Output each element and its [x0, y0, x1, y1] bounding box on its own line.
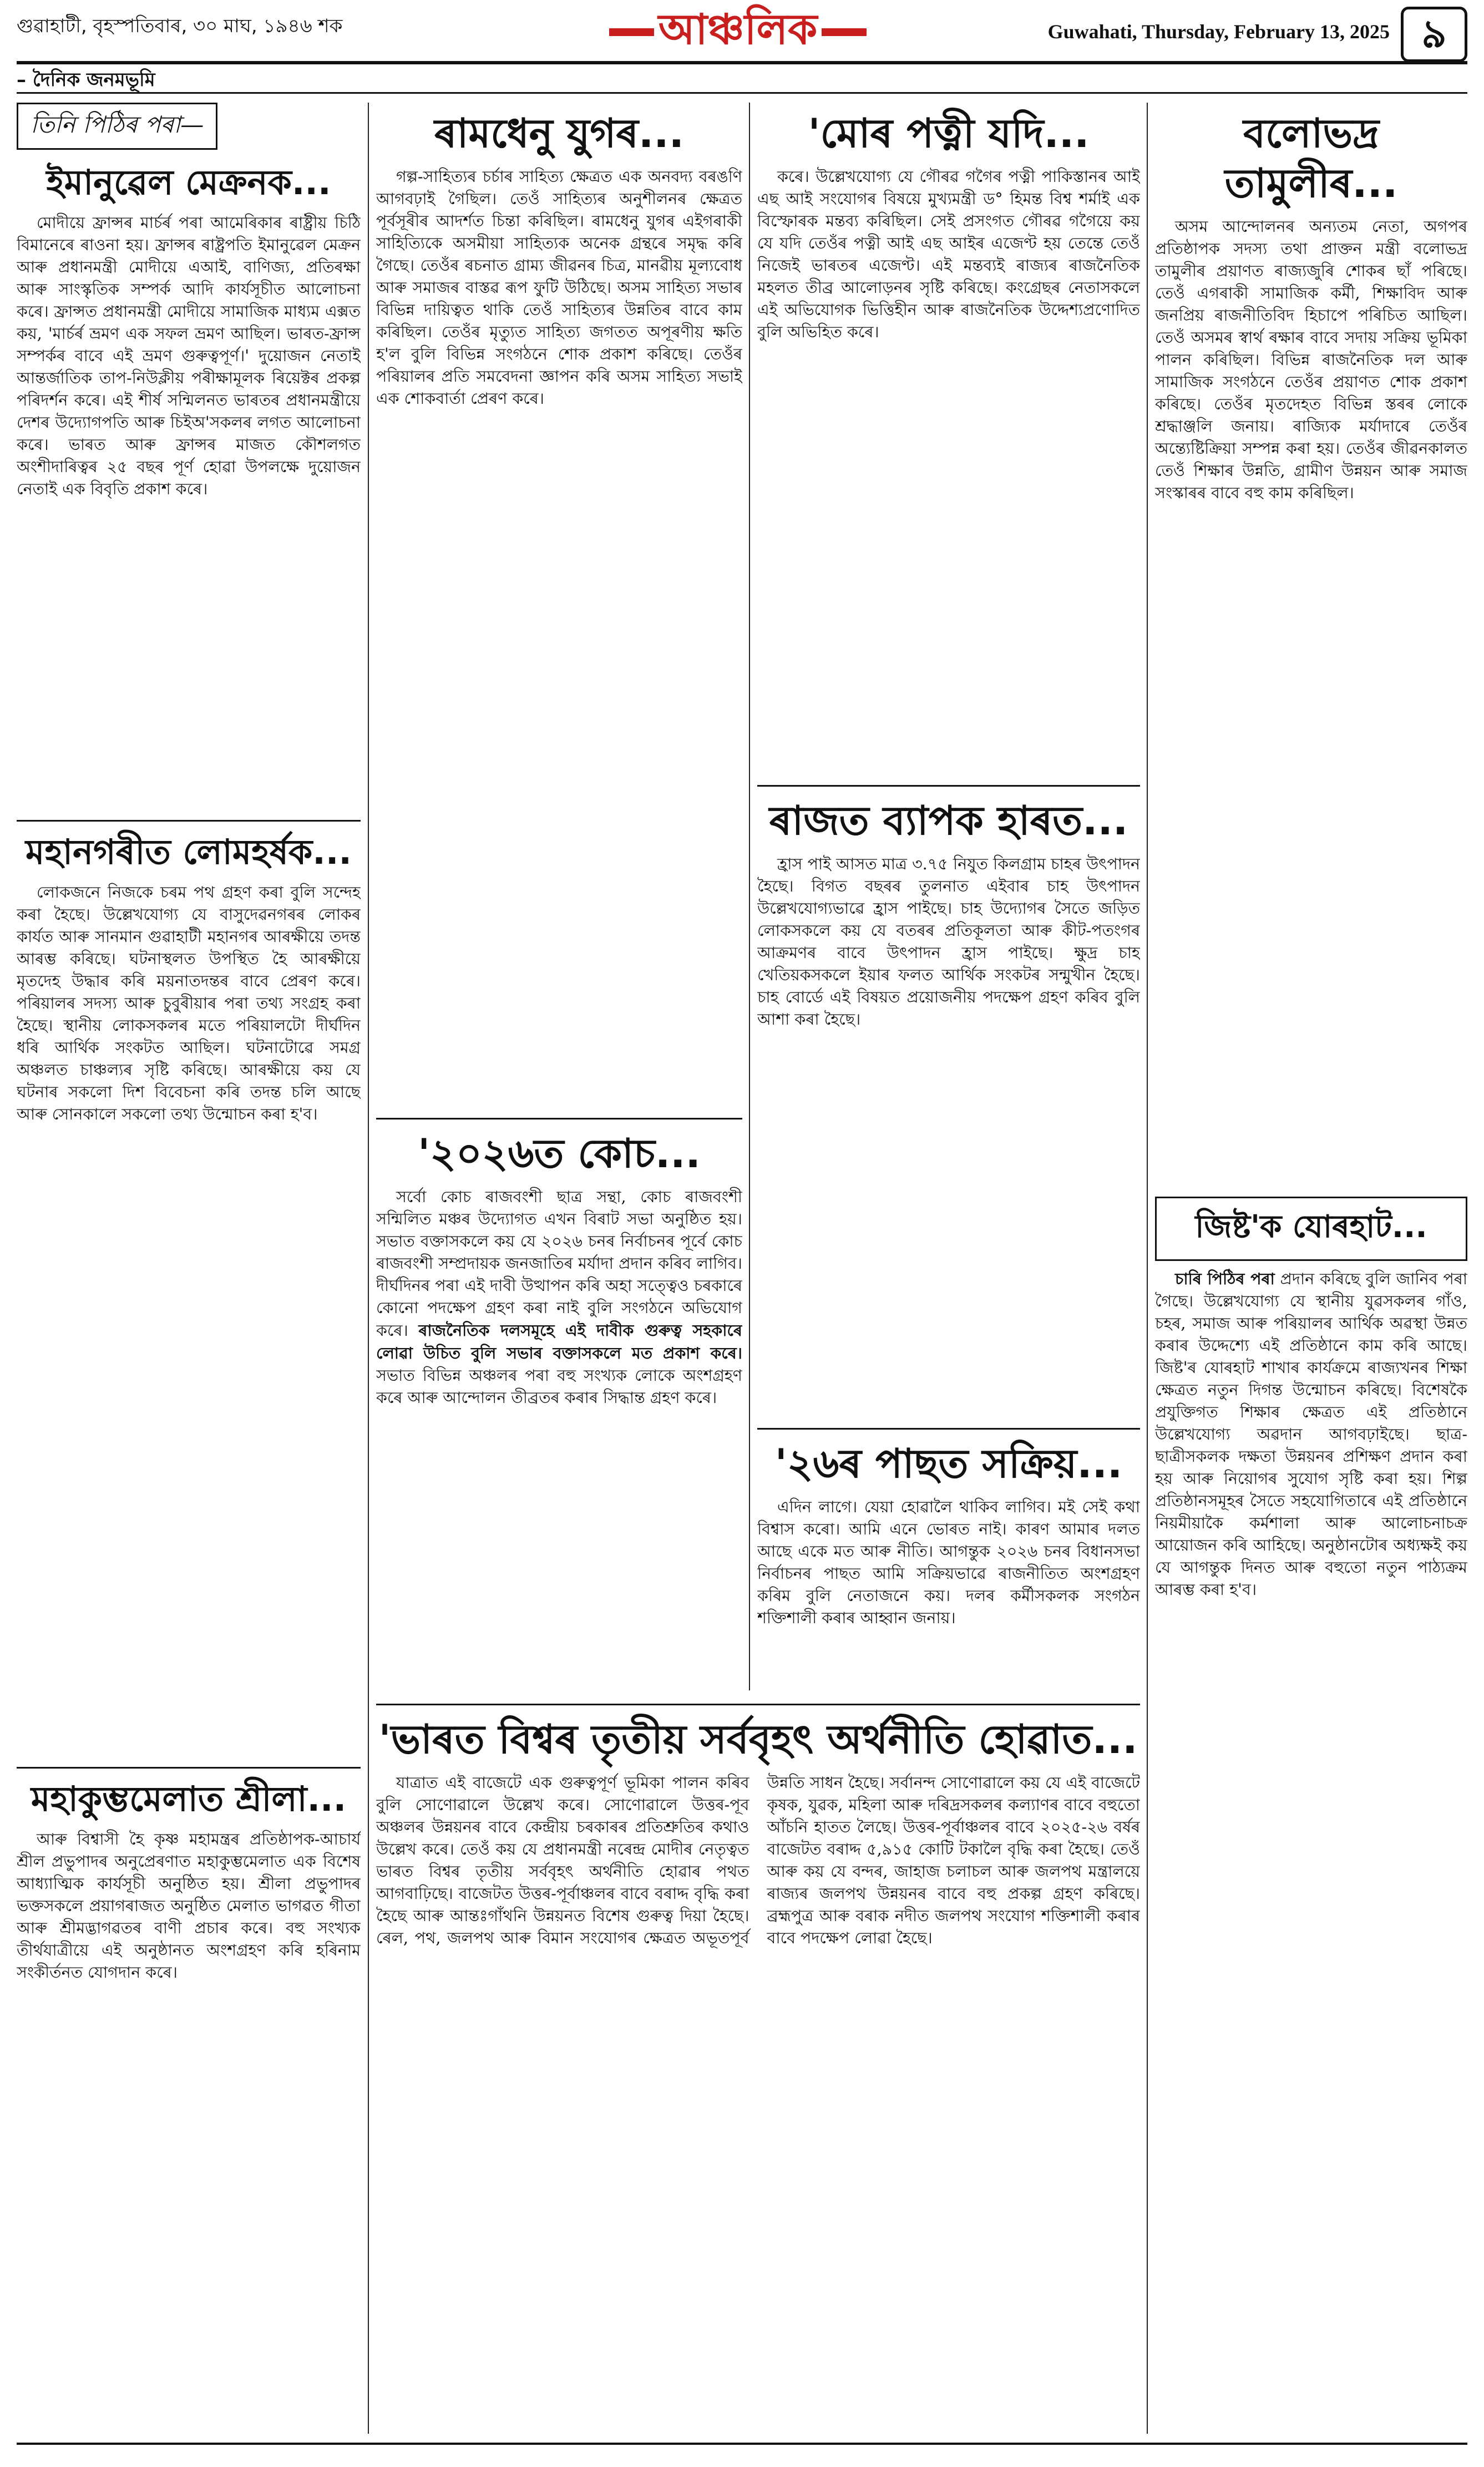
date-english: Guwahati, Thursday, February 13, 2025: [1047, 21, 1390, 43]
footer-rule: [17, 2443, 1467, 2445]
divider: [757, 1428, 1140, 1430]
column-rule: [1147, 103, 1148, 2434]
article-patni-text: কৰে। উল্লেখযোগ্য যে গৌৰৱ গগৈৰ পত্নী পাকিস্তানৰ আই এছ আই সংযোগৰ বিষয়ে মুখ্যমন্ত্ৰী ড° হিমন্ত বিশ্ব শৰ্মাই এক বিস্ফোৰক মন্তব্য কৰিছিল। সেই প্ৰসংগত গৌৰৱ গগৈয়ে কয় যে যদি তেওঁৰ পত্নী আই এছ আইৰ এজেণ্ট হয় তেন্তে তেওঁ নিজেই ভাৰতৰ এজেণ্ট। এই মন্তব্যই ৰাজ্যৰ ৰাজনৈতিক মহলত তীব্ৰ আলোড়নৰ সৃষ্টি কৰিছে। কংগ্ৰেছৰ নেতাসকলে এই অভিযোগক ভিত্তিহীন আৰু ৰাজনৈতিক উদ্দেশ্যপ্ৰণোদিত বুলি অভিহিত কৰে।: [757, 168, 1140, 341]
headline-tea: ৰাজত ব্যাপক হাৰত...: [769, 797, 1128, 844]
divider: [757, 785, 1140, 787]
article-jist-lead: চাৰি পিঠিৰ পৰা: [1175, 1269, 1275, 1288]
logo-right-ornament: [822, 28, 867, 36]
article-ramdhenu-text: গল্প-সাহিত্যৰ চৰ্চাৰ সাহিত্য ক্ষেত্ৰত এক অনবদ্য বৰঙণি আগবঢ়াই গৈছিল। তেওঁ সাহিত্যৰ অনুশীলনৰ ক্ষেত্ৰত পূৰ্বসূৰীৰ আদৰ্শত চিন্তা কৰিছিল। ৰামধেনু যুগৰ এইগৰাকী সাহিত্যিকে অসমীয়া সাহিত্যক অনেক গ্ৰন্থৰে সমৃদ্ধ কৰি গৈছে। তেওঁৰ ৰচনাত গ্ৰাম্য জীৱনৰ চিত্ৰ, মানৱীয় মূল্যবোধ আৰু সমাজৰ বাস্তৱ ৰূপ ফুটি উঠিছে। অসম সাহিত্য সভাৰ বিভিন্ন দায়িত্বত থাকি তেওঁ সাহিত্যৰ উন্নতিৰ বাবে কাম কৰিছিল। তেওঁৰ মৃত্যুত সাহিত্য জগতত অপূৰণীয় ক্ষতি হ'ল বুলি বিভিন্ন সংগঠনে শোক প্ৰকাশ কৰিছে। তেওঁৰ পৰিয়ালৰ প্ৰতি সমবেদনা জ্ঞাপন কৰি অসম সাহিত্য সভাই এক শোকবাৰ্তা প্ৰেৰণ কৰে।: [376, 168, 742, 408]
article-kumbh: [17, 1828, 361, 2434]
headline-kumbh: মহাকুম্ভমেলাত শ্ৰীলা...: [31, 1779, 347, 1819]
headline-patni: 'মোৰ পত্নী যদি...: [808, 110, 1090, 156]
article-macron-text: মোদীয়ে ফ্ৰান্সৰ মাৰ্চৰ্ৰ পৰা আমেৰিকাৰ ৰাষ্ট্ৰীয় চিঠি বিমানেৰে ৰাওনা হয়। ফ্ৰান্সৰ ৰাষ্ট্ৰপতি ইমানুৱেল মেক্ৰন আৰু প্ৰধানমন্ত্ৰী মোদীয়ে এআই, বাণিজ্য, প্ৰতিৰক্ষা আৰু সাংস্কৃতিক সম্পৰ্ক আদি কাৰ্যসূচীত আলোচনা কৰে। ফ্ৰান্সত প্ৰধানমন্ত্ৰী মোদীয়ে সামাজিক মাধ্যম এক্সত কয়, 'মাৰ্চৰ্ৰ ভ্ৰমণ এক সফল ভ্ৰমণ আছিল। ভাৰত-ফ্ৰান্স সম্পৰ্কৰ বাবে এই ভ্ৰমণ গুৰুত্বপূৰ্ণ।' দুয়োজন নেতাই আন্তৰ্জাতিক তাপ-নিউক্লীয় পৰীক্ষামূলক ৰিয়েক্টৰ প্ৰকল্প পৰিদৰ্শন কৰে। এই শীৰ্ষ সন্মিলনত ভাৰতৰ প্ৰধানমন্ত্ৰীয়ে দেশৰ উদ্যোগপতি আৰু চিইঅ'সকলৰ লগত আলোচনা কৰে। ভাৰত আৰু ফ্ৰান্সৰ মাজত কৌশলগত অংশীদাৰিত্বৰ ২৫ বছৰ পূৰ্ণ হোৱা উপলক্ষে দুয়োজন নেতাই এক বিবৃতি প্ৰকাশ কৰে।: [17, 214, 361, 498]
column-3: [757, 103, 1140, 1690]
column-rule: [749, 103, 750, 1690]
headline-guwahati: মহানগৰীত লোমহৰ্ষক...: [26, 832, 352, 872]
article-tea-text: হ্ৰাস পাই আসত মাত্ৰ ৩.৭৫ নিযুত কিলগ্ৰাম চাহৰ উৎপাদন হৈছে। বিগত বছৰৰ তুলনাত এইবাৰ চাহ উৎপাদন উল্লেখযোগ্যভাৱে হ্ৰাস পাইছে। চাহ উদ্যোগৰ সৈতে জড়িত লোকসকলে কয় যে বতৰৰ প্ৰতিকূলতা আৰু কীট-পতংগৰ আক্ৰমণৰ বাবে উৎপাদন হ্ৰাস পাইছে। ক্ষুদ্ৰ চাহ খেতিয়কসকলে ইয়াৰ ফলত আৰ্থিক সংকটৰ সন্মুখীন হৈছে। চাহ বোৰ্ডে এই বিষয়ত প্ৰয়োজনীয় পদক্ষেপ গ্ৰহণ কৰিব বুলি আশা কৰা হৈছে।: [757, 855, 1140, 1029]
article-koch-text-1: সৰ্বো কোচ ৰাজবংশী ছাত্ৰ সন্থা, কোচ ৰাজবংশী সন্মিলিত মঞ্চৰ উদ্যোগত এখন বিৰাট সভা অনুষ্ঠিত হয়। সভাত বক্তাসকলে কয় যে ২০২৬ চনৰ নিৰ্বাচনৰ পূৰ্বে কোচ ৰাজবংশী সম্প্ৰদায়ক জনজাতিৰ মৰ্যাদা প্ৰদান কৰিব লাগিব। দীৰ্ঘদিনৰ পৰা এই দাবী উত্থাপন কৰি অহা সত্ত্বেও চৰকাৰে কোনো পদক্ষেপ গ্ৰহণ কৰা নাই বুলি সংগঠনে অভিযোগ কৰে।: [376, 1188, 742, 1340]
article-koch-bold: ৰাজনৈতিক দলসমূহে এই দাবীক গুৰুত্ব সহকাৰে লোৱা উচিত বুলি সভাৰ বক্তাসকলে মত প্ৰকাশ কৰে।: [376, 1321, 742, 1362]
article-koch: [376, 1186, 742, 1735]
paper-name: – দৈনিক জনমভূমি: [17, 69, 155, 91]
column-4: [1155, 103, 1467, 2434]
section-logo-text: আঞ্চলিক: [658, 4, 818, 54]
article-economy-text: যাত্ৰাত এই বাজেটে এক গুৰুত্বপূৰ্ণ ভূমিকা পালন কৰিব বুলি সোণোৱালে উল্লেখ কৰে। সোণোৱালে উত্তৰ-পূব অঞ্চলৰ উন্নয়নৰ বাবে কেন্দ্ৰীয় চৰকাৰৰ প্ৰতিশ্ৰুতিৰ কথাও উল্লেখ কৰে। তেওঁ কয় যে প্ৰধানমন্ত্ৰী নৰেন্দ্ৰ মোদীৰ নেতৃত্বত ভাৰত বিশ্বৰ তৃতীয় সৰ্ববৃহৎ অৰ্থনীতি হোৱাৰ পথত আগবাঢ়িছে। বাজেটত উত্তৰ-পূৰ্বাঞ্চলৰ বাবে বৰাদ্দ বৃদ্ধি কৰা হৈছে আৰু আন্তঃগাঁথনি উন্নয়নত বিশেষ গুৰুত্ব দিয়া হৈছে। ৰেল, পথ, জলপথ আৰু বিমান সংযোগৰ ক্ষেত্ৰত অভূতপূৰ্ব উন্নতি সাধন হৈছে। সৰ্বানন্দ সোণোৱালে কয় যে এই বাজেটে কৃষক, যুৱক, মহিলা আৰু দৰিদ্ৰসকলৰ কল্যাণৰ বাবে বহুতো আঁচনি হাতত লৈছে। উত্তৰ-পূৰ্বাঞ্চলৰ বাবে ২০২৫-২৬ বৰ্ষৰ বাজেটত বৰাদ্দ ৫,৯১৫ কোটি টকালৈ বৃদ্ধি কৰা হৈছে। তেওঁ আৰু কয় যে বন্দৰ, জাহাজ চলাচল আৰু জলপথ মন্ত্ৰালয়ে ৰাজ্যৰ জলপথ উন্নয়নৰ বাবে বহু প্ৰকল্প গ্ৰহণ কৰিছে। ব্ৰহ্মপুত্ৰ আৰু বৰাক নদীত জলপথ সংযোগ শক্তিশালী কৰাৰ বাবে পদক্ষেপ লোৱা হৈছে।: [376, 1774, 1140, 1947]
article-koch-text-2: সভাত বিভিন্ন অঞ্চলৰ পৰা বহু সংখ্যক লোকে অংশগ্ৰহণ কৰে আৰু আন্দোলন তীব্ৰতৰ কৰাৰ সিদ্ধান্ত গ্ৰহণ কৰে।: [376, 1366, 742, 1407]
article-tea: [757, 853, 1140, 1419]
article-guwahati-text: লোকজনে নিজকে চৰম পথ গ্ৰহণ কৰা বুলি সন্দেহ কৰা হৈছে। উল্লেখযোগ্য যে বাসুদেৱনগৰৰ লোকৰ কাৰ্যত আৰু সানমান গুৱাহাটী মহানগৰ আৰক্ষীয়ে তদন্ত আৰম্ভ কৰিছে। ঘটনাস্থলত উপস্থিত হৈ আৰক্ষীয়ে মৃতদেহ উদ্ধাৰ কৰি ময়নাতদন্তৰ বাবে প্ৰেৰণ কৰে। পৰিয়ালৰ সদস্য আৰু চুবুৰীয়াৰ পৰা তথ্য সংগ্ৰহ কৰা হৈছে। স্থানীয় লোকসকলৰ মতে পৰিয়ালটো দীৰ্ঘদিন ধৰি আৰ্থিক সংকটত আছিল। ঘটনাটোৱে সমগ্ৰ অঞ্চলত চাঞ্চল্যৰ সৃষ্টি কৰিছে। আৰক্ষীয়ে কয় যে ঘটনাৰ সকলো দিশ বিবেচনা কৰি তদন্ত চলি আছে আৰু সোনকালে সকলো তথ্য উন্মোচন কৰা হ'ব।: [17, 883, 361, 1123]
page-number: ৯: [1401, 7, 1467, 62]
masthead-subrule: [17, 92, 1467, 94]
section-logo: [605, 4, 871, 60]
article-koch-text: [376, 1186, 742, 1409]
headline-jist: জিষ্ট'ক যোৰহাট...: [1155, 1197, 1467, 1261]
headline-economy: 'ভাৰত বিশ্বৰ তৃতীয় সৰ্ববৃহৎ অৰ্থনীতি হোৱাত...: [378, 1716, 1138, 1762]
masthead-rule: [17, 61, 1467, 64]
divider: [376, 1704, 1140, 1705]
article-tamuly-text: অসম আন্দোলনৰ অন্যতম নেতা, অগপৰ প্ৰতিষ্ঠাপক সদস্য তথা প্ৰাক্তন মন্ত্ৰী বলোভদ্ৰ তামুলীৰ প্ৰয়াণত ৰাজ্যজুৰি শোকৰ ছাঁ পৰিছে। তেওঁ এগৰাকী সামাজিক কৰ্মী, শিক্ষাবিদ আৰু জনপ্ৰিয় ৰাজনীতিবিদ হিচাপে পৰিচিত আছিল। তেওঁ অসমৰ স্বাৰ্থ ৰক্ষাৰ বাবে সদায় সক্ৰিয় ভূমিকা পালন কৰিছিল। বিভিন্ন ৰাজনৈতিক দল আৰু সামাজিক সংগঠনে তেওঁৰ প্ৰয়াণত শোক প্ৰকাশ কৰিছে। তেওঁৰ মৃতদেহত বিভিন্ন স্তৰৰ লোকে শ্ৰদ্ধাঞ্জলি জনায়। ৰাজ্যিক মৰ্যাদাৰে তেওঁৰ অন্ত্যেষ্টিক্ৰিয়া সম্পন্ন কৰা হয়। তেওঁৰ জীৱনকালত তেওঁ শিক্ষাৰ উন্নতি, গ্ৰামীণ উন্নয়ন আৰু সমাজ সংস্কাৰৰ বাবে বহু কাম কৰিছিল।: [1155, 217, 1467, 502]
article-ramdhenu: [376, 166, 742, 1109]
wide-story: [376, 1695, 1140, 2434]
article-tamuly: [1155, 216, 1467, 1187]
headline-26: '২৬ৰ পাছত সক্ৰিয়...: [774, 1440, 1123, 1487]
article-jist-text: [1155, 1268, 1467, 1601]
headline-macron: ইমানুৱেল মেক্ৰনক...: [46, 162, 331, 202]
date-assamese: গুৱাহাটী, বৃহস্পতিবাৰ, ৩০ মাঘ, ১৯৪৬ শক: [17, 15, 343, 37]
article-patni: [757, 166, 1140, 776]
article-jist-body: প্ৰদান কৰিছে বুলি জানিব পৰা গৈছে। উল্লেখযোগ্য যে স্থানীয় যুৱসকলৰ গাঁও, চহৰ, সমাজ আৰু পৰিয়ালৰ আৰ্থিক অৱস্থা উন্নত কৰাৰ উদ্দেশ্যে এই প্ৰতিষ্ঠানে কাম কৰি আছে। জিষ্ট'ৰ যোৰহাট শাখাৰ কাৰ্যক্ৰমে ৰাজ্যখনৰ শিক্ষা ক্ষেত্ৰত নতুন দিগন্ত উন্মোচন কৰিছে। বিশেষকৈ প্ৰযুক্তিগত শিক্ষাৰ ক্ষেত্ৰত এই প্ৰতিষ্ঠানে উল্লেখযোগ্য অৱদান আগবঢ়াইছে। ছাত্ৰ-ছাত্ৰীসকলক দক্ষতা উন্নয়নৰ প্ৰশিক্ষণ প্ৰদান কৰা হয় আৰু নিয়োগৰ সুযোগ সৃষ্টি কৰা হয়। শিল্প প্ৰতিষ্ঠানসমূহৰ সৈতে সহযোগিতাৰে এই প্ৰতিষ্ঠানে নিয়মীয়াকৈ কৰ্মশালা আৰু আলোচনাচক্ৰ আয়োজন কৰি আহিছে। অনুষ্ঠানটোৰ অধ্যক্ষই কয় যে আগন্তুক দিনত আৰু বহুতো নতুন পাঠ্যক্ৰম আৰম্ভ কৰা হ'ব।: [1155, 1270, 1467, 1599]
divider: [17, 820, 361, 822]
logo-left-ornament: [609, 28, 654, 36]
divider: [17, 1767, 361, 1769]
headline-ramdhenu: ৰামধেনু যুগৰ...: [434, 110, 684, 156]
headline-koch: '২০২৬ত কোচ...: [418, 1130, 701, 1177]
column-1: [17, 103, 361, 2434]
headline-tamuly: বলোভদ্ৰ তামুলীৰ...: [1224, 110, 1398, 206]
article-jist: [1155, 1268, 1467, 2433]
article-macron: [17, 212, 361, 811]
article-26: [757, 1496, 1140, 1690]
article-26-text: এদিন লাগে। যেয়া হোৱালৈ থাকিব লাগিব। মই সেই কথা বিশ্বাস কৰো। আমি এনে ভোৰত নাই। কাৰণ আমাৰ দলত আছে একে মত আৰু নীতি। আগন্তুক ২০২৬ চনৰ বিধানসভা নিৰ্বাচনৰ পাছত আমি সক্ৰিয়ভাৱে ৰাজনীতিত অংশগ্ৰহণ কৰিম বুলি নেতাজনে কয়। দলৰ কৰ্মীসকলক সংগঠন শক্তিশালী কৰাৰ আহ্বান জনায়।: [757, 1498, 1140, 1627]
divider: [376, 1118, 742, 1119]
article-kumbh-text: আৰু বিশ্বাসী হৈ কৃষ্ণ মহামন্ত্ৰৰ প্ৰতিষ্ঠাপক-আচাৰ্য শ্ৰীল প্ৰভুপাদৰ অনুপ্ৰেৰণাত মহাকুম্ভমেলাত এক বিশেষ আধ্যাত্মিক কাৰ্যসূচী অনুষ্ঠিত হয়। শ্ৰীলা প্ৰভুপাদৰ ভক্তসকলে প্ৰয়াগৰাজত অনুষ্ঠিত মেলাত ভাগৱত গীতা আৰু শ্ৰীমদ্ভাগৱতৰ বাণী প্ৰচাৰ কৰে। বহু সংখ্যক তীৰ্থযাত্ৰীয়ে এই অনুষ্ঠানত অংশগ্ৰহণ কৰি হৰিনাম সংকীৰ্তনত যোগদান কৰে।: [17, 1830, 361, 1982]
article-guwahati: [17, 882, 361, 1758]
article-economy: [376, 1772, 1140, 2410]
continued-kicker: তিনি পিঠিৰ পৰা—: [17, 103, 217, 150]
column-rule: [368, 103, 369, 2434]
